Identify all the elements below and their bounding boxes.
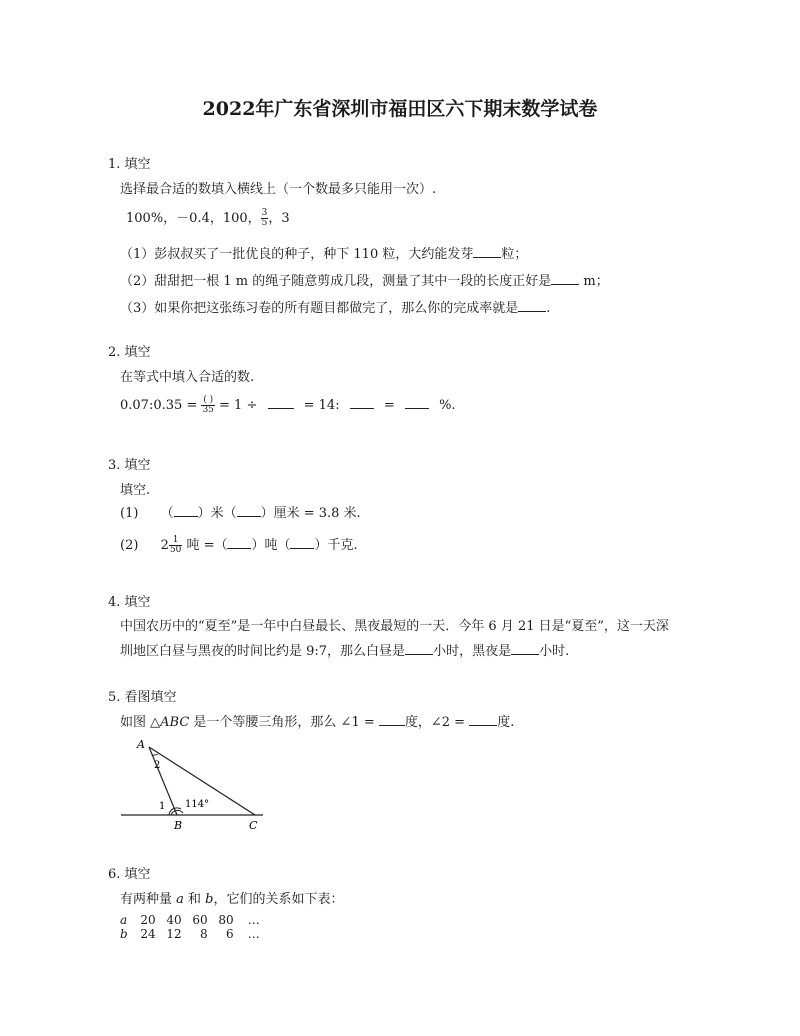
q3-r2-b: ）吨（ xyxy=(251,538,291,553)
q6-relation-table xyxy=(120,913,264,941)
table-row xyxy=(120,927,264,941)
q1-numbers-b: ，3 xyxy=(268,211,290,226)
table-cell: 8 xyxy=(200,927,208,941)
q2-blank-3[interactable] xyxy=(405,396,429,409)
q3-r2-c: ）千克. xyxy=(314,538,358,553)
q5-triangle-figure xyxy=(115,735,275,835)
q3-row2 xyxy=(120,534,358,555)
q2-eq-c: = 14: xyxy=(303,398,340,413)
q2-eq-d: = xyxy=(383,398,395,413)
q3-r2-num: 1 xyxy=(169,536,182,546)
q3-intro: 填空. xyxy=(120,483,151,498)
q6-var-a: a xyxy=(176,892,184,907)
q5-text-a: 如图 △ xyxy=(120,715,161,730)
q2-eq-a: 0.07:0.35 = xyxy=(120,398,198,413)
q2-heading: 2. 填空 xyxy=(108,345,151,360)
q1-item3 xyxy=(120,297,550,316)
q3-r1-label: (1) xyxy=(120,506,139,521)
q5-text-c: 度，∠2 = xyxy=(404,715,466,730)
q2-eq-e: %. xyxy=(439,398,456,413)
q4-line2 xyxy=(120,640,569,659)
q6-intro xyxy=(120,888,344,907)
q5-text-d: 度. xyxy=(497,715,515,730)
q6-intro-a: 有两种量 xyxy=(120,892,177,907)
q1-item1-text: （1）彭叔叔买了一批优良的种子，种下 110 粒，大约能发芽 xyxy=(120,247,474,262)
label-angle-2: 2 xyxy=(154,760,161,771)
q3-r1-b: ）米（ xyxy=(197,506,237,521)
q3-r2-blank-1[interactable] xyxy=(227,536,251,549)
table-cell: 24 xyxy=(140,927,156,941)
q1-item2 xyxy=(120,270,609,289)
q1-heading: 1. 填空 xyxy=(108,157,151,172)
table-cell: 60 xyxy=(192,913,208,927)
q5-text-abc: ABC xyxy=(160,715,190,730)
q5-blank-angle2[interactable] xyxy=(469,713,497,726)
q1-item2-blank[interactable] xyxy=(551,272,579,285)
page-title: 2022年广东省深圳市福田区六下期末数学试卷 xyxy=(202,98,598,120)
q1-item1 xyxy=(120,243,527,262)
q3-r1-a: （ xyxy=(160,506,174,521)
table-cell: 6 xyxy=(226,927,234,941)
angle-2-arc xyxy=(152,754,158,755)
q5-text-b: 是一个等腰三角形，那么 ∠1 = xyxy=(189,715,375,730)
q4-line2-c: 小时. xyxy=(539,644,570,659)
label-b: B xyxy=(174,819,183,832)
label-a: A xyxy=(137,738,145,751)
q2-intro: 在等式中填入合适的数. xyxy=(120,370,255,385)
q2-eq-b: = 1 ÷ xyxy=(219,398,258,413)
q3-r1-c: ）厘米 = 3.8 米. xyxy=(260,506,361,521)
q3-row1 xyxy=(120,502,361,521)
label-angle-1: 1 xyxy=(159,801,166,812)
q4-line2-b: 小时，黑夜是 xyxy=(433,644,512,659)
table-cell: 12 xyxy=(166,927,182,941)
q6-var-b: b xyxy=(205,892,214,907)
q1-numbers xyxy=(126,207,290,228)
q1-item2-end: m； xyxy=(583,274,609,289)
q5-blank-angle1[interactable] xyxy=(379,713,405,726)
q3-r2-fraction xyxy=(169,536,182,555)
q5-heading: 5. 看图填空 xyxy=(108,690,177,705)
q6-intro-b: 和 xyxy=(183,892,206,907)
q1-item3-end: . xyxy=(546,301,551,316)
q6-intro-c: ，它们的关系如下表： xyxy=(213,892,344,907)
table-row xyxy=(120,913,264,927)
q1-frac-den: 5 xyxy=(261,218,268,228)
q4-line1: 中国农历中的“夏至”是一年中白昼最长、黑夜最短的一天．今年 6 月 21 日是“夏至”，这一天深 xyxy=(120,619,669,634)
q2-fraction xyxy=(201,396,214,415)
q1-item2-text: （2）甜甜把一根 1 m 的绳子随意剪成几段，测量了其中一段的长度正好是 xyxy=(120,274,552,289)
q1-item3-text: （3）如果你把这张练习卷的所有题目都做完了，那么你的完成率就是 xyxy=(120,301,519,316)
table-cell: … xyxy=(247,927,260,941)
q3-r1-blank-2[interactable] xyxy=(237,504,261,517)
q2-equation xyxy=(120,396,456,415)
q5-text xyxy=(120,711,514,730)
q4-line2-a: 圳地区白昼与黑夜的时间比约是 9:7，那么白昼是 xyxy=(120,644,406,659)
q1-item1-blank[interactable] xyxy=(473,245,501,258)
q1-intro: 选择最合适的数填入横线上（一个数最多只能用一次）. xyxy=(120,182,437,197)
table-cell: … xyxy=(247,913,260,927)
table-cell: 20 xyxy=(140,913,156,927)
row-label: a xyxy=(120,913,128,927)
q1-numbers-a: 100%，－0.4，100， xyxy=(126,211,261,226)
q2-blank-1[interactable] xyxy=(268,396,294,409)
q3-r2-blank-2[interactable] xyxy=(290,536,314,549)
q4-heading: 4. 填空 xyxy=(108,595,151,610)
table-cell: 40 xyxy=(166,913,182,927)
q6-heading: 6. 填空 xyxy=(108,867,151,882)
q4-blank-day[interactable] xyxy=(405,642,433,655)
q3-r2-a: 吨 =（ xyxy=(186,538,228,553)
q3-r1-blank-1[interactable] xyxy=(174,504,198,517)
q3-r2-den: 50 xyxy=(169,545,182,555)
q2-blank-2[interactable] xyxy=(350,396,374,409)
label-angle-114: 114° xyxy=(185,799,210,810)
table-cell: 80 xyxy=(218,913,234,927)
q3-r2-label: (2) xyxy=(120,538,139,553)
label-c: C xyxy=(249,819,258,832)
q1-item1-end: 粒； xyxy=(501,247,528,262)
q3-heading: 3. 填空 xyxy=(108,458,151,473)
q4-blank-night[interactable] xyxy=(511,642,539,655)
q2-frac-num: ( ) xyxy=(203,395,214,405)
q1-frac-num: 3 xyxy=(261,208,268,218)
q1-item3-blank[interactable] xyxy=(518,299,546,312)
q2-frac-den: 35 xyxy=(202,405,214,415)
row-label: b xyxy=(120,927,128,941)
q3-r2-whole: 2 xyxy=(160,538,169,553)
